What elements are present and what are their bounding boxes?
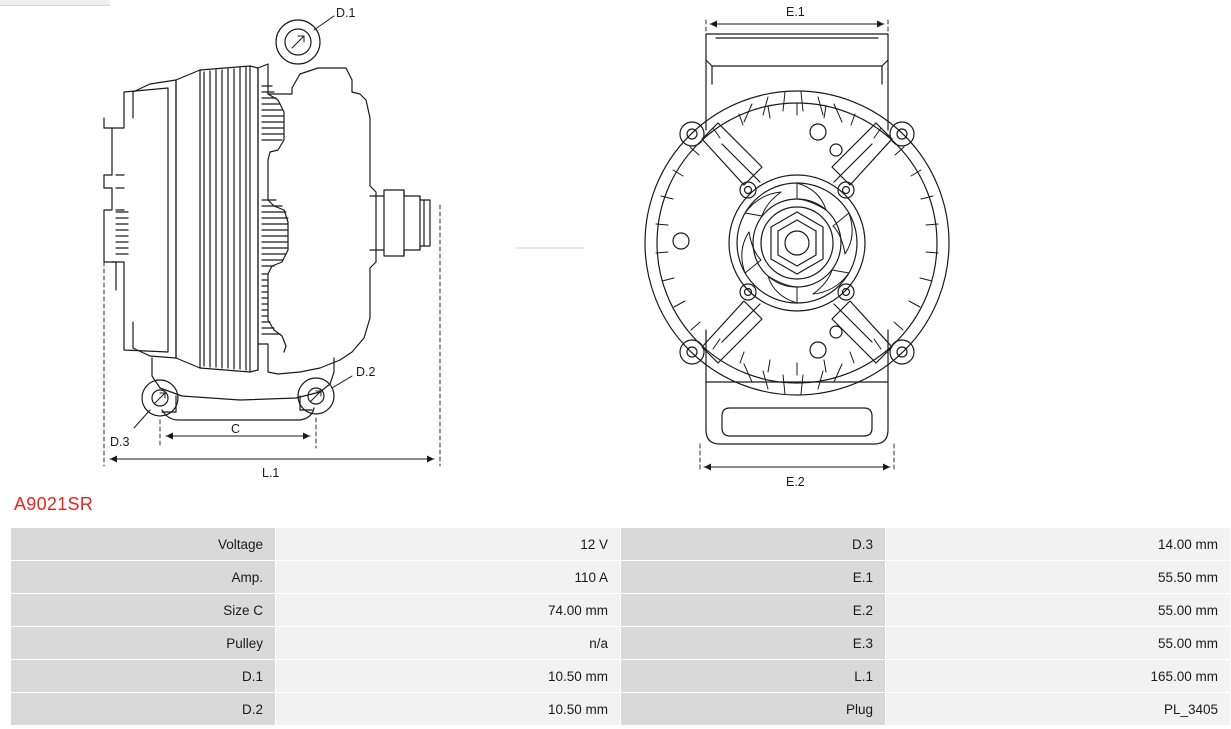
spec-label: E.2 xyxy=(621,594,886,627)
spec-label: Size C xyxy=(11,594,276,627)
spec-value: 165.00 mm xyxy=(886,660,1231,693)
spec-label: Pulley xyxy=(11,627,276,660)
table-row xyxy=(11,561,1231,594)
spec-value: 14.00 mm xyxy=(886,528,1231,561)
spec-label: E.1 xyxy=(621,561,886,594)
spec-value: 110 A xyxy=(276,561,621,594)
spec-value: 10.50 mm xyxy=(276,693,621,726)
table-row xyxy=(11,528,1231,561)
spec-label: E.3 xyxy=(621,627,886,660)
spec-label: Amp. xyxy=(11,561,276,594)
label-e1: E.1 xyxy=(786,5,805,19)
spec-label: D.1 xyxy=(11,660,276,693)
table-row xyxy=(11,660,1231,693)
spec-label: D.3 xyxy=(621,528,886,561)
spec-value: PL_3405 xyxy=(886,693,1231,726)
spec-value: 55.00 mm xyxy=(886,627,1231,660)
spec-label: L.1 xyxy=(621,660,886,693)
label-e2: E.2 xyxy=(786,475,805,489)
spec-value: 55.50 mm xyxy=(886,561,1231,594)
specification-table xyxy=(10,527,1231,726)
spec-value: 10.50 mm xyxy=(276,660,621,693)
table-row xyxy=(11,627,1231,660)
spec-label: Voltage xyxy=(11,528,276,561)
label-d2: D.2 xyxy=(356,365,376,379)
spec-value: 55.00 mm xyxy=(886,594,1231,627)
table-row xyxy=(11,594,1231,627)
label-c: C xyxy=(231,422,241,436)
spec-value: n/a xyxy=(276,627,621,660)
label-d1: D.1 xyxy=(336,6,356,20)
spec-value: 74.00 mm xyxy=(276,594,621,627)
label-l1: L.1 xyxy=(262,466,280,480)
table-row xyxy=(11,693,1231,726)
spec-label: Plug xyxy=(621,693,886,726)
label-d3: D.3 xyxy=(110,435,130,449)
spec-value: 12 V xyxy=(276,528,621,561)
spec-label: D.2 xyxy=(11,693,276,726)
part-number: A9021SR xyxy=(14,494,94,514)
